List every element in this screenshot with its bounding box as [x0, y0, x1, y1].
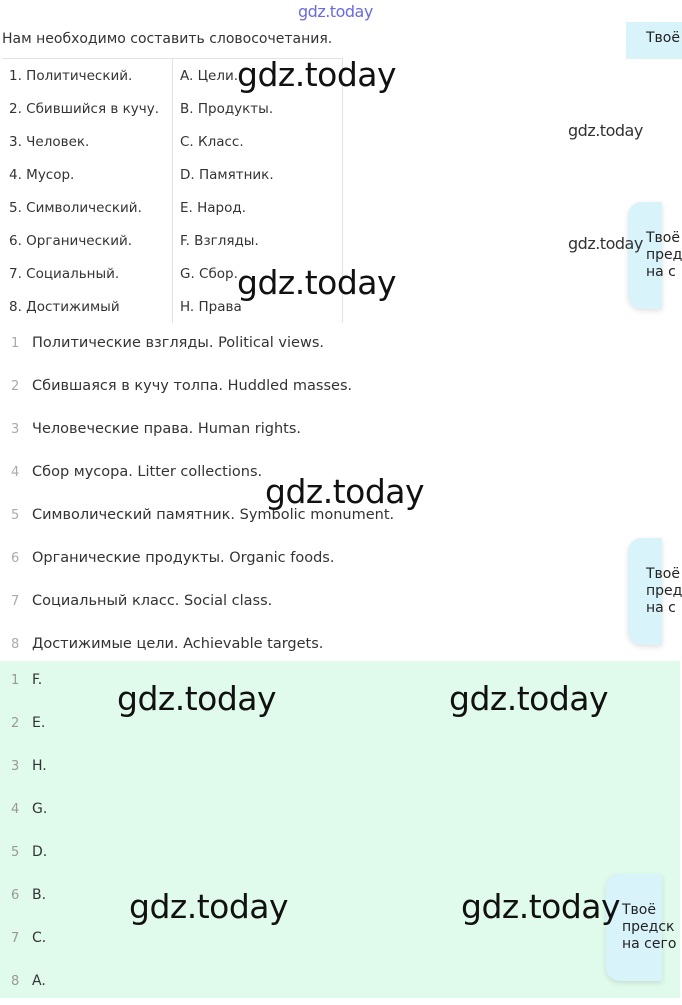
item-text: D.: [32, 844, 48, 860]
phrase-row: [0, 328, 680, 371]
watermark: gdz.today: [129, 887, 289, 926]
phrase-row: [0, 371, 680, 414]
side-card-1[interactable]: [628, 202, 682, 309]
watermark: gdz.today: [117, 679, 277, 718]
side-card-line: пред: [646, 582, 682, 599]
item-number: 5: [11, 508, 20, 523]
match-left-cell: 6. Органический.: [2, 224, 173, 257]
match-right-cell: G. Сбор.: [173, 257, 343, 290]
watermark: gdz.today: [568, 121, 643, 140]
item-number: 8: [11, 637, 20, 652]
item-number: 7: [11, 594, 20, 609]
item-number: 2: [11, 716, 20, 731]
match-left-cell: 5. Символический.: [2, 191, 173, 224]
side-card-line: на с: [646, 263, 676, 280]
match-row: [2, 191, 343, 224]
item-text: E.: [32, 715, 46, 731]
item-number: 4: [11, 802, 20, 817]
match-left-cell: 3. Человек.: [2, 125, 173, 158]
watermark: gdz.today: [568, 234, 643, 253]
item-text: Социальный класс. Social class.: [32, 593, 273, 609]
match-row: [2, 92, 343, 125]
side-card-line: Твоё: [646, 230, 680, 246]
task-intro: Нам необходимо составить словосочетания.: [2, 31, 333, 47]
match-left-cell: 4. Мусор.: [2, 158, 173, 191]
side-card-line: на сего: [622, 935, 677, 952]
side-card-top[interactable]: [626, 22, 682, 59]
item-text: C.: [32, 930, 47, 946]
side-card-line: предск: [622, 918, 675, 935]
match-left-cell: 2. Сбившийся в кучу.: [2, 92, 173, 125]
item-number: 8: [11, 974, 20, 989]
match-right-cell: C. Класс.: [173, 125, 343, 158]
item-number: 2: [11, 379, 20, 394]
item-number: 5: [11, 845, 20, 860]
item-text: Сбор мусора. Litter collections.: [32, 464, 263, 480]
item-text: Политические взгляды. Political views.: [32, 335, 324, 351]
match-row: [2, 224, 343, 257]
side-card-line: Твоё: [646, 566, 680, 582]
item-number: 3: [11, 759, 20, 774]
match-row: [2, 125, 343, 158]
phrase-row: [0, 543, 680, 586]
item-text: Достижимые цели. Achievable targets.: [32, 636, 324, 652]
item-text: H.: [32, 758, 47, 774]
side-card-line: на с: [646, 599, 676, 616]
item-text: Человеческие права. Human rights.: [32, 421, 301, 437]
answer-row: [0, 833, 680, 876]
answer-row: [0, 747, 680, 790]
item-number: 7: [11, 931, 20, 946]
item-text: F.: [32, 672, 43, 688]
watermark: gdz.today: [449, 679, 609, 718]
item-number: 6: [11, 551, 20, 566]
side-card-line: Твоё: [622, 902, 656, 918]
match-right-cell: B. Продукты.: [173, 92, 343, 125]
side-card-line: пред: [646, 246, 682, 263]
item-text: B.: [32, 887, 47, 903]
side-card-label: Твоё: [646, 30, 680, 46]
item-text: Символический памятник. Symbolic monument.: [32, 507, 395, 523]
item-text: Сбившаяся в кучу толпа. Huddled masses.: [32, 378, 353, 394]
item-text: G.: [32, 801, 48, 817]
item-number: 6: [11, 888, 20, 903]
phrase-row: [0, 586, 680, 629]
item-number: 1: [11, 673, 20, 688]
item-text: Органические продукты. Organic foods.: [32, 550, 335, 566]
answer-row: [0, 790, 680, 833]
match-row: [2, 158, 343, 191]
answer-row: [0, 962, 680, 1005]
match-left-cell: 7. Социальный.: [2, 257, 173, 290]
match-right-cell: H. Права: [173, 290, 343, 323]
site-logo[interactable]: gdz.today: [298, 2, 373, 21]
watermark: gdz.today: [461, 887, 621, 926]
match-left-cell: 8. Достижимый: [2, 290, 173, 323]
match-right-cell: F. Взгляды.: [173, 224, 343, 257]
item-number: 4: [11, 465, 20, 480]
phrase-row: [0, 414, 680, 457]
watermark: gdz.today: [237, 263, 397, 302]
item-text: A.: [32, 973, 46, 989]
match-right-cell: A. Цели.: [173, 59, 343, 93]
item-number: 3: [11, 422, 20, 437]
match-left-cell: 1. Политический.: [2, 59, 173, 93]
watermark: gdz.today: [237, 55, 397, 94]
match-right-cell: D. Памятник.: [173, 158, 343, 191]
match-right-cell: E. Народ.: [173, 191, 343, 224]
item-number: 1: [11, 336, 20, 351]
watermark: gdz.today: [265, 472, 425, 511]
